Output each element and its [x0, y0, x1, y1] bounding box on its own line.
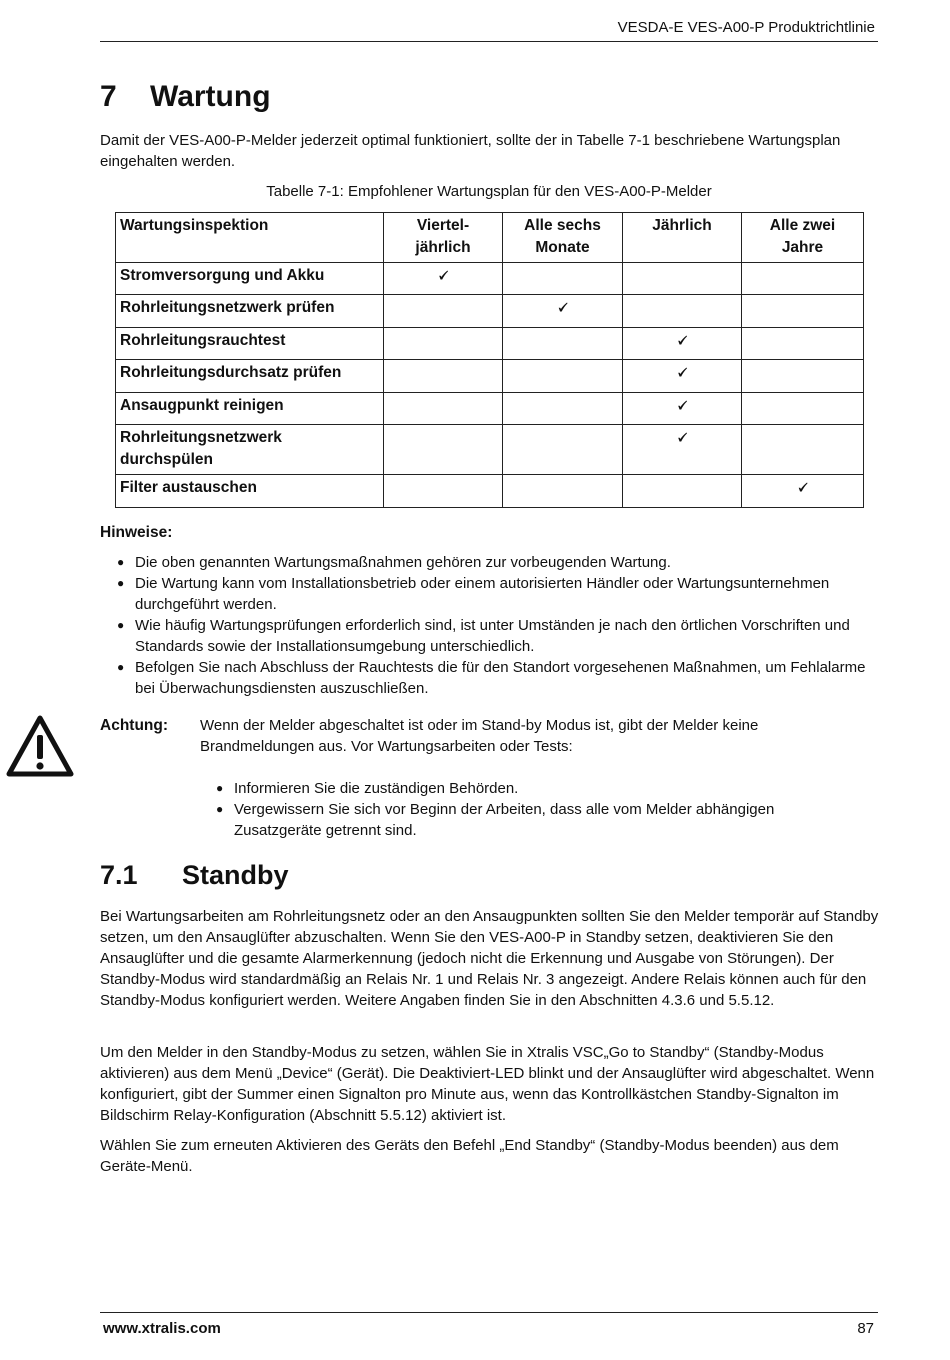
empty-cell [384, 328, 503, 360]
empty-cell [503, 425, 623, 475]
section-intro: Damit der VES-A00-P-Melder jederzeit optimal funktioniert, sollte der in Tabelle 7-1 beschriebene Wartungsplan eingehalten werden. [100, 132, 841, 170]
checkmark-icon: 🗸 [623, 360, 742, 393]
list-item-text: Vergewissern Sie sich vor Beginn der Arbeiten, dass alle vom Melder abhängigen Zusatzgeräte getrennt sind. [234, 801, 775, 839]
warning-triangle-icon [6, 714, 74, 778]
empty-cell [503, 393, 623, 425]
table-caption: Tabelle 7-1: Empfohlener Wartungsplan für den VES-A00-P-Melder [266, 183, 712, 200]
empty-cell [503, 328, 623, 360]
table-header-two-years: Alle zwei Jahre [742, 213, 864, 263]
table-row-label: Rohrleitungsnetzwerk durchspülen [116, 425, 384, 475]
checkmark-icon: 🗸 [623, 393, 742, 425]
bullet-icon: ● [117, 555, 125, 569]
maintenance-table [115, 212, 864, 508]
checkmark-icon: 🗸 [503, 295, 623, 328]
table-row-label: Rohrleitungsnetzwerk prüfen [116, 295, 384, 328]
table-row-label: Ansaugpunkt reinigen [116, 393, 384, 425]
page-header-title: VESDA-E VES-A00-P Produktrichtlinie [617, 19, 875, 36]
empty-cell [384, 393, 503, 425]
list-item-text: Wie häufig Wartungsprüfungen erforderlich sind, ist unter Umständen je nach den örtlichen Vorschriften und Standards sowie der Installationsumgebung unterschiedlich. [135, 617, 850, 655]
standby-paragraph-3: Wählen Sie zum erneuten Aktivieren des Geräts den Befehl „End Standby“ (Standby-Modus beenden) aus dem Geräte-Menü. [100, 1137, 839, 1175]
table-row [116, 360, 864, 393]
table-row-label: Rohrleitungsdurchsatz prüfen [116, 360, 384, 393]
list-item-text: Informieren Sie die zuständigen Behörden. [234, 780, 519, 797]
list-item-text: Befolgen Sie nach Abschluss der Rauchtests die für den Standort vorgesehenen Maßnahmen, um Fehlalarme bei Überwachungsdiensten auszuschließen. [135, 659, 866, 697]
empty-cell [503, 263, 623, 295]
empty-cell [623, 295, 742, 328]
table-header-inspection: Wartungsinspektion [116, 213, 384, 263]
bullet-icon: ● [216, 781, 224, 795]
bullet-icon: ● [117, 576, 125, 590]
empty-cell [503, 360, 623, 393]
checkmark-icon: 🗸 [742, 475, 864, 508]
checkmark-icon: 🗸 [384, 263, 503, 295]
section-heading [100, 79, 271, 115]
table-row [116, 295, 864, 328]
list-item [117, 552, 880, 573]
notes-list [117, 552, 880, 699]
list-item [216, 799, 854, 841]
empty-cell [384, 475, 503, 508]
empty-cell [742, 295, 864, 328]
list-item-text: Die Wartung kann vom Installationsbetrieb oder einem autorisierten Händler oder Wartungsunternehmen durchgeführt werden. [135, 575, 830, 613]
bullet-icon: ● [216, 802, 224, 816]
subsection-heading [100, 858, 289, 892]
standby-paragraph-2: Um den Melder in den Standby-Modus zu setzen, wählen Sie in Xtralis VSC„Go to Standby“ (Standby-Modus aktivieren) aus dem Menü „Device“ (Gerät). Die Deaktiviert-LED blinkt und der Ansauglüfter wird abgeschaltet. Wenn konfiguriert, gibt der Summer einen Signalton pro Minute aus, wenn das Kontrollkästchen Standby-Signalton im Bildschirm Relay-Konfiguration (Abschnitt 5.5.12) aktiviert ist. [100, 1044, 875, 1124]
empty-cell [623, 475, 742, 508]
empty-cell [623, 263, 742, 295]
table-header-yearly: Jährlich [623, 213, 742, 263]
bullet-icon: ● [117, 618, 125, 632]
footer-page-number: 87 [857, 1320, 874, 1337]
table-row [116, 393, 864, 425]
empty-cell [503, 475, 623, 508]
empty-cell [742, 263, 864, 295]
list-item [117, 615, 880, 657]
subsection-number: 7.1 [100, 860, 138, 890]
table-row [116, 263, 864, 295]
section-title: Wartung [150, 80, 271, 113]
footer-website: www.xtralis.com [103, 1320, 221, 1337]
table-header-six-months: Alle sechs Monate [503, 213, 623, 263]
checkmark-icon: 🗸 [623, 425, 742, 475]
standby-paragraph-1: Bei Wartungsarbeiten am Rohrleitungsnetz oder an den Ansaugpunkten sollten Sie den Melder temporär auf Standby setzen, um den Ansauglüfter abzuschalten. Wenn Sie den VES-A00-P in Standby setzen, deaktivieren Sie den Ansauglüfter und die gesamte Alarmerkennung (jedoch nicht die Erkennung und Ausgabe von Störungen). Der Standby-Modus wird standardmäßig an Relais Nr. 1 und Relais Nr. 3 angezeigt. Andere Relais können auch für den Standby-Modus konfiguriert werden. Weitere Angaben finden Sie in den Abschnitten 4.3.6 und 5.5.12. [100, 908, 879, 1009]
list-item-text: Die oben genannten Wartungsmaßnahmen gehören zur vorbeugenden Wartung. [135, 554, 671, 571]
empty-cell [384, 425, 503, 475]
empty-cell [742, 425, 864, 475]
table-row-label: Rohrleitungsrauchtest [116, 328, 384, 360]
list-item [117, 573, 880, 615]
section-number: 7 [100, 80, 117, 113]
notes-title: Hinweise: [100, 524, 173, 541]
subsection-title: Standby [182, 860, 289, 890]
caution-label: Achtung: [100, 717, 169, 734]
footer-rule [100, 1312, 878, 1313]
table-row [116, 475, 864, 508]
header-rule [100, 41, 878, 42]
caution-list [216, 778, 854, 841]
empty-cell [742, 360, 864, 393]
empty-cell [384, 295, 503, 328]
table-row [116, 425, 864, 475]
empty-cell [742, 328, 864, 360]
table-header-quarterly: Viertel-jährlich [384, 213, 503, 263]
empty-cell [742, 393, 864, 425]
table-row-label: Stromversorgung und Akku [116, 263, 384, 295]
caution-text: Wenn der Melder abgeschaltet ist oder im Stand-by Modus ist, gibt der Melder keine Brandmeldungen aus. Vor Wartungsarbeiten oder Tests: [200, 717, 759, 755]
table-row-label: Filter austauschen [116, 475, 384, 508]
empty-cell [384, 360, 503, 393]
list-item [117, 657, 880, 699]
table-row [116, 328, 864, 360]
bullet-icon: ● [117, 660, 125, 674]
list-item [216, 778, 854, 799]
checkmark-icon: 🗸 [623, 328, 742, 360]
